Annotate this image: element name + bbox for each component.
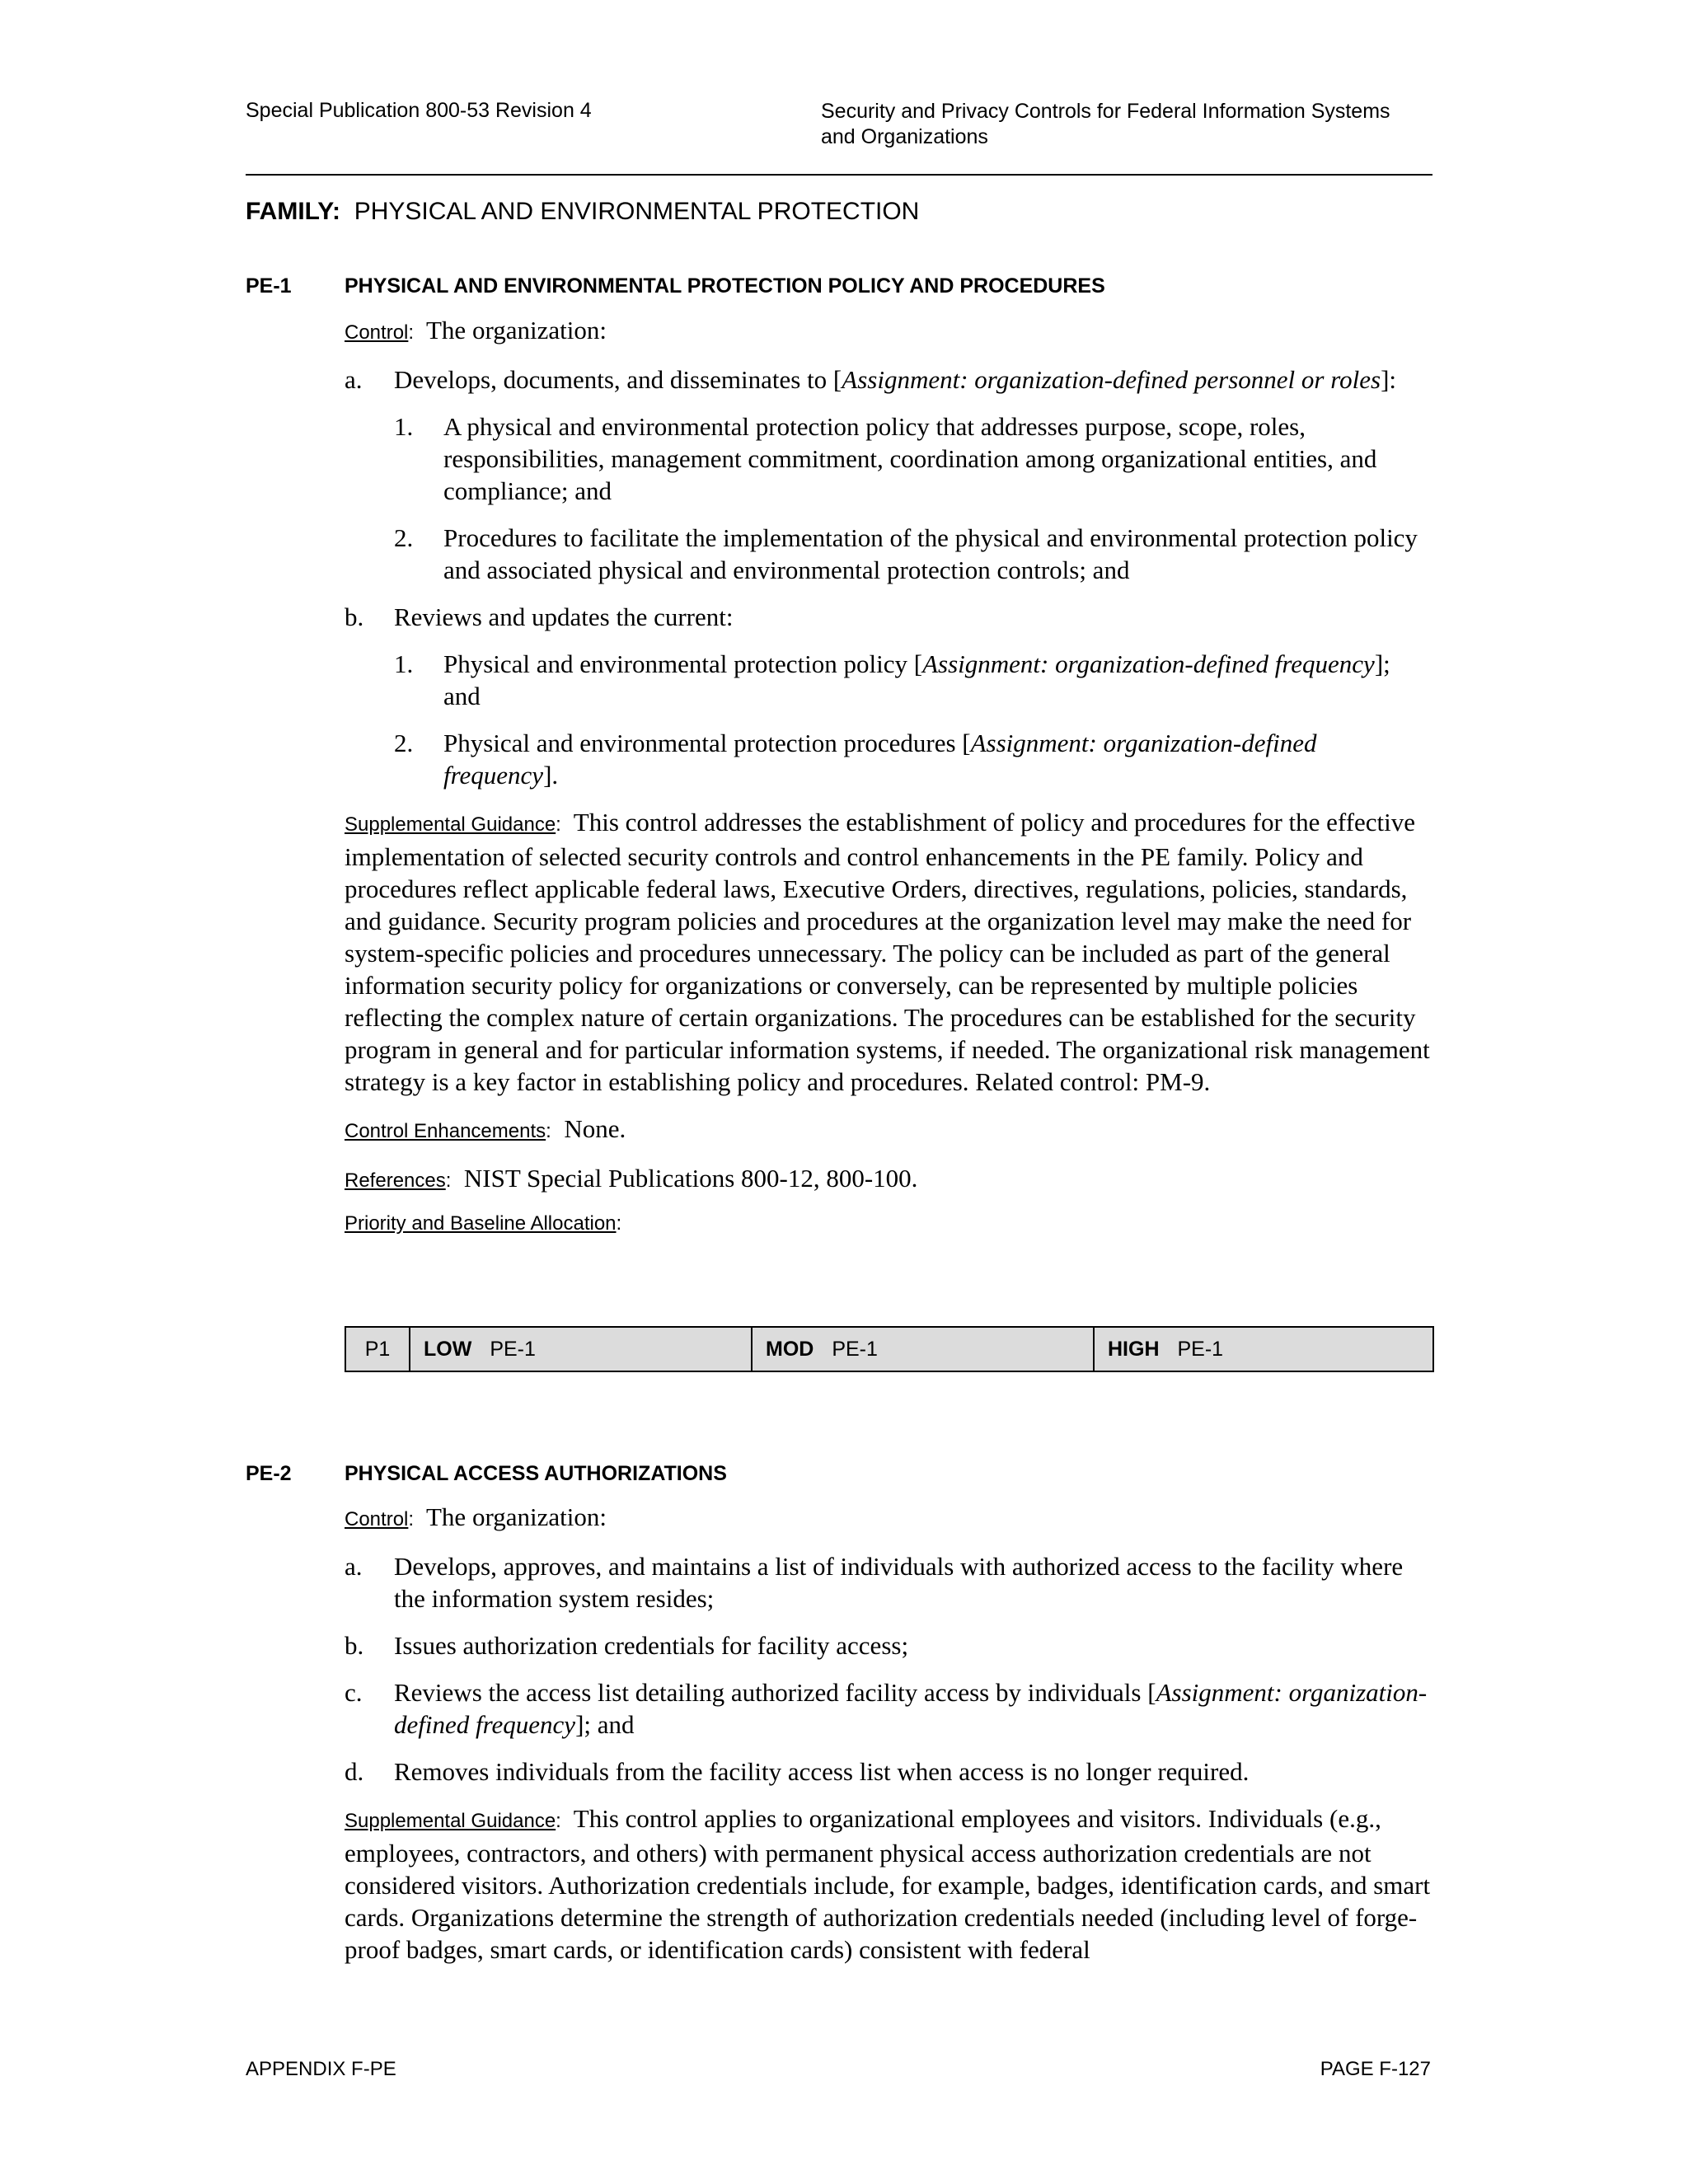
pe1-item-b2 (345, 727, 1432, 791)
pe2-guidance-label: Supplemental Guidance (345, 1810, 556, 1832)
family-heading (246, 198, 919, 226)
pe2-item-a (345, 1550, 1432, 1615)
pe1-item-a-assignment: Assignment: organization-defined personnel or roles (842, 365, 1381, 394)
pe1-title: PHYSICAL AND ENVIRONMENTAL PROTECTION POLICY AND PROCEDURES (345, 274, 1105, 298)
pe1-references-label: References (345, 1169, 446, 1192)
pe1-guidance-text: This control addresses the establishment of policy and procedures for the effective implementation of selected security controls and control enhancements in the PE family. Policy and procedures reflect applicable federal laws, Executive Orders, directives, regulations, policies, standards, and guidance. Security program policies and procedures at the organization level may make the need for system-specific policies and procedures unnecessary. The policy can be included as part of the general information security policy for organizations or conversely, can be represented by multiple policies reflecting the complex nature of certain organizations. The procedures can be established for the security program in general and for particular information systems, if needed. The organizational risk management strategy is a key factor in establishing policy and procedures. Related control: PM-9. (345, 808, 1430, 1096)
header-title-line2: and Organizations (821, 125, 988, 148)
pe1-control-intro: The organization: (426, 316, 607, 344)
pe1-item-a2-text: Procedures to facilitate the implementation of the physical and environmental protection policy and associated physical and environmental protection controls; and (443, 523, 1418, 584)
pe1-enhancements-label: Control Enhancements (345, 1120, 546, 1142)
mod-baseline-cell (751, 1328, 1093, 1371)
pe1-enhancements-text: None. (564, 1114, 626, 1143)
pe2-item-c (345, 1676, 1432, 1741)
pe2-item-d-marker: d. (345, 1757, 364, 1786)
pe1-item-a (345, 363, 1432, 396)
mod-label: MOD (766, 1337, 814, 1361)
pe2-control-intro: The organization: (426, 1502, 607, 1531)
header-title (821, 99, 1447, 150)
priority-cell: P1 (364, 1337, 391, 1361)
pe2-item-c-marker: c. (345, 1678, 363, 1707)
pe2-item-d (345, 1755, 1432, 1788)
pe1-priority-label: Priority and Baseline Allocation (345, 1212, 617, 1235)
pe1-item-b1-text: Physical and environmental protection policy [ (443, 649, 923, 678)
mod-value: PE-1 (832, 1337, 878, 1361)
pe1-priority: Priority and Baseline Allocation: (345, 1212, 622, 1235)
footer-appendix: APPENDIX F-PE (246, 2058, 396, 2080)
pe2-item-d-text: Removes individuals from the facility access list when access is no longer required. (394, 1757, 1250, 1786)
high-baseline-cell (1093, 1328, 1432, 1371)
pe1-control-label: Control (345, 321, 409, 344)
low-label: LOW (424, 1337, 472, 1361)
pe2-body (345, 1501, 1432, 1966)
pe2-item-c-end: ]; and (575, 1710, 635, 1739)
pe1-item-b1-marker: 1. (394, 649, 414, 678)
pe1-item-b2-end: ]. (543, 761, 559, 790)
pe1-item-a1-text: A physical and environmental protection policy that addresses purpose, scope, roles, responsibilities, management commitment, coordination among organizational entities, and compliance; and (443, 412, 1377, 505)
pe2-item-b (345, 1629, 1432, 1661)
pe2-item-a-marker: a. (345, 1552, 363, 1581)
low-baseline-cell (409, 1328, 751, 1371)
high-label: HIGH (1108, 1337, 1160, 1361)
header-publication: Special Publication 800-53 Revision 4 (246, 99, 592, 122)
pe1-item-a2-marker: 2. (394, 523, 414, 552)
pe2-item-c-text: Reviews the access list detailing authorized facility access by individuals [ (394, 1678, 1156, 1707)
pe2-control: Control: The organization: (345, 1502, 607, 1531)
header-rule (246, 174, 1432, 176)
family-label: FAMILY: (246, 198, 341, 225)
pe1-item-b-marker: b. (345, 602, 364, 631)
pe1-item-a1 (345, 410, 1432, 507)
pe1-item-a-marker: a. (345, 365, 363, 394)
pe1-item-b (345, 601, 1432, 633)
pe1-enhancements: Control Enhancements: None. (345, 1114, 626, 1143)
header-title-line1: Security and Privacy Controls for Federal Information Systems (821, 100, 1390, 123)
footer-page-number: PAGE F-127 (1320, 2058, 1431, 2080)
pe1-id: PE-1 (246, 274, 292, 298)
pe1-item-a2 (345, 522, 1432, 586)
pe2-guidance-text: This control applies to organizational employees and visitors. Individuals (e.g., employees, contractors, and others) with permanent physical access authorization credentials are not considered visitors. Authorization credentials include, for example, badges, identification cards, and smart cards. Organizations determine the strength of authorization credentials needed (including level of forge-proof badges, smart cards, or identification cards) consistent with federal (345, 1804, 1431, 1964)
pe1-item-a-end: ]: (1381, 365, 1397, 394)
pe1-item-b2-assignment: Assignment: organization-defined frequency (443, 729, 1317, 790)
pe1-item-b2-text: Physical and environmental protection procedures [ (443, 729, 971, 757)
pe1-guidance-label: Supplemental Guidance (345, 813, 556, 836)
pe2-item-b-marker: b. (345, 1631, 364, 1660)
pe2-id: PE-2 (246, 1462, 292, 1485)
pe2-item-b-text: Issues authorization credentials for facility access; (394, 1631, 909, 1660)
pe2-item-a-text: Develops, approves, and maintains a list of individuals with authorized access to the facility where the information system resides; (394, 1552, 1404, 1613)
pe2-item-c-assignment: Assignment: organization-defined frequency (394, 1678, 1428, 1739)
low-value: PE-1 (490, 1337, 536, 1361)
family-name: PHYSICAL AND ENVIRONMENTAL PROTECTION (354, 198, 920, 225)
pe2-title: PHYSICAL ACCESS AUTHORIZATIONS (345, 1462, 727, 1485)
pe1-control: Control: The organization: (345, 316, 607, 344)
pe1-item-b1-end: ]; and (443, 649, 1390, 710)
pe2-control-label: Control (345, 1508, 409, 1530)
pe1-guidance: Supplemental Guidance: This control addresses the establishment of policy and procedures for the effective implementation of selected security controls and control enhancements in the PE family. Policy and procedures reflect applicable federal laws, Executive Orders, directives, regulations, policies, standards, and guidance. Security program policies and procedures at the organization level may make the need for system-specific policies and procedures unnecessary. The policy can be included as part of the general information security policy for organizations or conversely, can be represented by multiple policies reflecting the complex nature of certain organizations. The procedures can be established for the security program in general and for particular information systems, if needed. The organizational risk management strategy is a key factor in establishing policy and procedures. Related control: PM-9. (345, 808, 1430, 1096)
pe1-item-b1-assignment: Assignment: organization-defined frequency (922, 649, 1375, 678)
pe1-item-b1 (345, 648, 1432, 712)
pe1-references: References: NIST Special Publications 800-12, 800-100. (345, 1164, 918, 1193)
pe1-body (345, 314, 1432, 1240)
pe1-priority-table (345, 1326, 1434, 1372)
pe2-guidance: Supplemental Guidance: This control applies to organizational employees and visitors. Individuals (e.g., employees, contractors, and others) with permanent physical access authorization credentials are not considered visitors. Authorization credentials include, for example, badges, identification cards, and smart cards. Organizations determine the strength of authorization credentials needed (including level of forge-proof badges, smart cards, or identification cards) consistent with federal (345, 1804, 1431, 1964)
pe1-item-a-text: Develops, documents, and disseminates to [ (394, 365, 842, 394)
pe1-item-b2-marker: 2. (394, 729, 414, 757)
pe1-references-text: NIST Special Publications 800-12, 800-100. (463, 1164, 918, 1193)
high-value: PE-1 (1177, 1337, 1224, 1361)
pe1-item-a1-marker: 1. (394, 412, 414, 441)
pe1-item-b-text: Reviews and updates the current: (394, 602, 734, 631)
